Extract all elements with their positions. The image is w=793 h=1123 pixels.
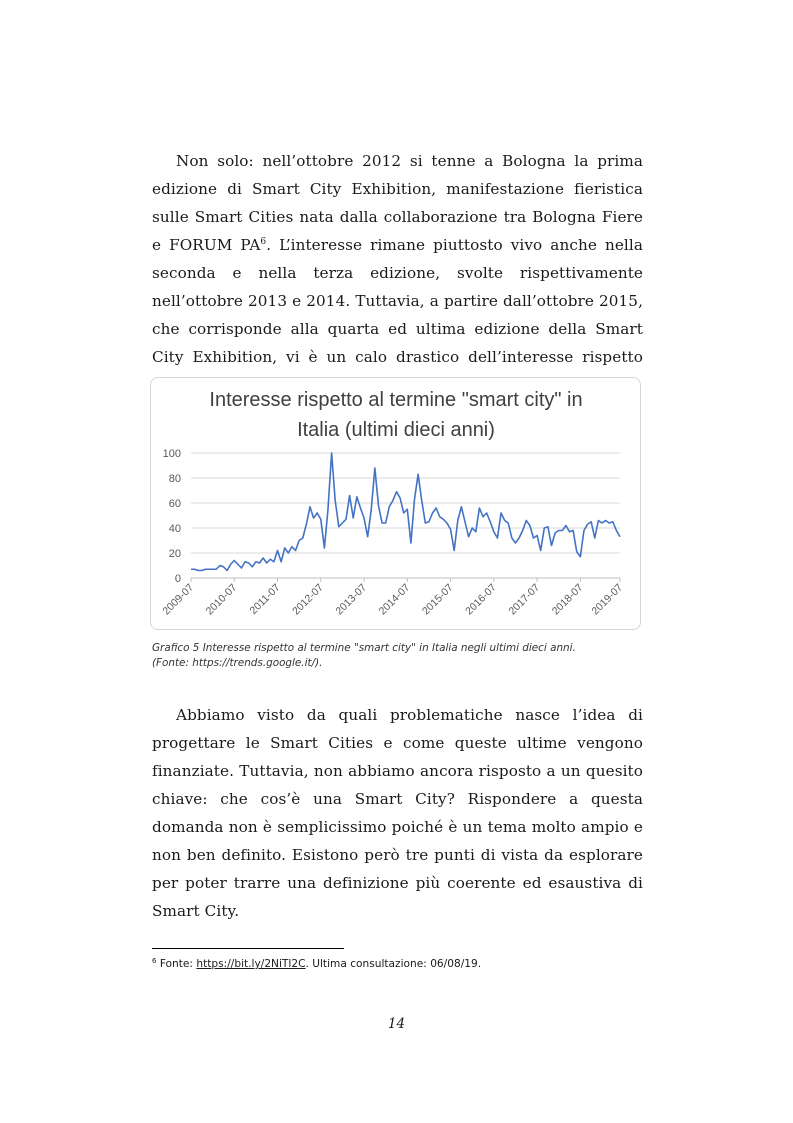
footnote-rest: . Ultima consultazione: 06/08/19. bbox=[305, 958, 482, 970]
y-tick-label: 60 bbox=[168, 498, 181, 510]
x-tick-label: 2016-07 bbox=[463, 581, 499, 618]
body-paragraph-2: Abbiamo visto da quali problematiche nasce l’idea di progettare le Smart Cities e come queste ultime vengono finanziate. Tuttavia, non abbiamo ancora risposto a un quesito chiave: che cos’è una Smart City? Rispondere a questa domanda non è semplicissimo poiché è un tema molto ampio e non ben definito. Esistono però tre punti di vista da esplorare per poter trarre una definizione più coerente ed esaustiva di Smart City. bbox=[152, 706, 643, 920]
page-number: 14 bbox=[387, 1016, 406, 1032]
footnote-link[interactable]: https://bit.ly/2NiTl2C bbox=[196, 958, 306, 970]
paragraph-1-text-a: Non solo: nell’ottobre 2012 si tenne a Bologna la prima edizione di Smart City Exhibition, manifestazione fieristica sulle Smart Cities nata dalla collaborazione tra Bologna Fiere e FORUM PA bbox=[152, 152, 643, 254]
chart-title-line: Italia (ultimi dieci anni) bbox=[297, 419, 495, 441]
footnote-divider bbox=[152, 948, 344, 949]
paragraph-1-text-b: . L’interesse rimane piuttosto vivo anche nella seconda e nella terza edizione, svolte rispettivamente nell’ottobre 2013 e 2014. Tuttavia, a partire dall’ottobre 2015, che corrisponde alla quarta ed ultima edizione della Smart City Exhibition, vi è un calo drastico dell’interesse rispetto bbox=[152, 236, 643, 366]
x-tick-label: 2009-07 bbox=[160, 581, 197, 618]
y-tick-label: 0 bbox=[174, 573, 181, 585]
chart-container bbox=[150, 377, 641, 630]
footnote-6 bbox=[152, 957, 643, 972]
figure-caption bbox=[152, 641, 643, 671]
x-tick-label: 2018-07 bbox=[549, 581, 586, 618]
x-tick-label: 2014-07 bbox=[376, 581, 413, 618]
y-tick-label: 100 bbox=[162, 448, 181, 460]
chart-title-line: Interesse rispetto al termine "smart city" in bbox=[209, 389, 583, 411]
footnote-label: Fonte: bbox=[159, 958, 193, 970]
x-tick-label: 2011-07 bbox=[247, 581, 283, 617]
x-tick-label: 2019-07 bbox=[589, 581, 626, 618]
caption-line-1: Grafico 5 Interesse rispetto al termine "smart city" in Italia negli ultimi dieci anni. bbox=[152, 642, 576, 654]
x-tick-label: 2012-07 bbox=[290, 581, 326, 618]
y-tick-label: 20 bbox=[168, 548, 181, 560]
x-tick-label: 2017-07 bbox=[506, 581, 543, 618]
x-tick-label: 2013-07 bbox=[333, 581, 370, 618]
y-tick-label: 80 bbox=[168, 473, 181, 485]
body-paragraph-1 bbox=[152, 147, 643, 399]
y-tick-label: 40 bbox=[168, 523, 181, 535]
footnote-number: 6 bbox=[152, 957, 157, 965]
line-chart bbox=[151, 378, 642, 631]
footnote-ref-6[interactable]: 6 bbox=[260, 237, 267, 247]
x-tick-label: 2010-07 bbox=[203, 581, 240, 618]
caption-line-2: (Fonte: https://trends.google.it/). bbox=[152, 657, 323, 669]
x-tick-label: 2015-07 bbox=[419, 581, 456, 618]
